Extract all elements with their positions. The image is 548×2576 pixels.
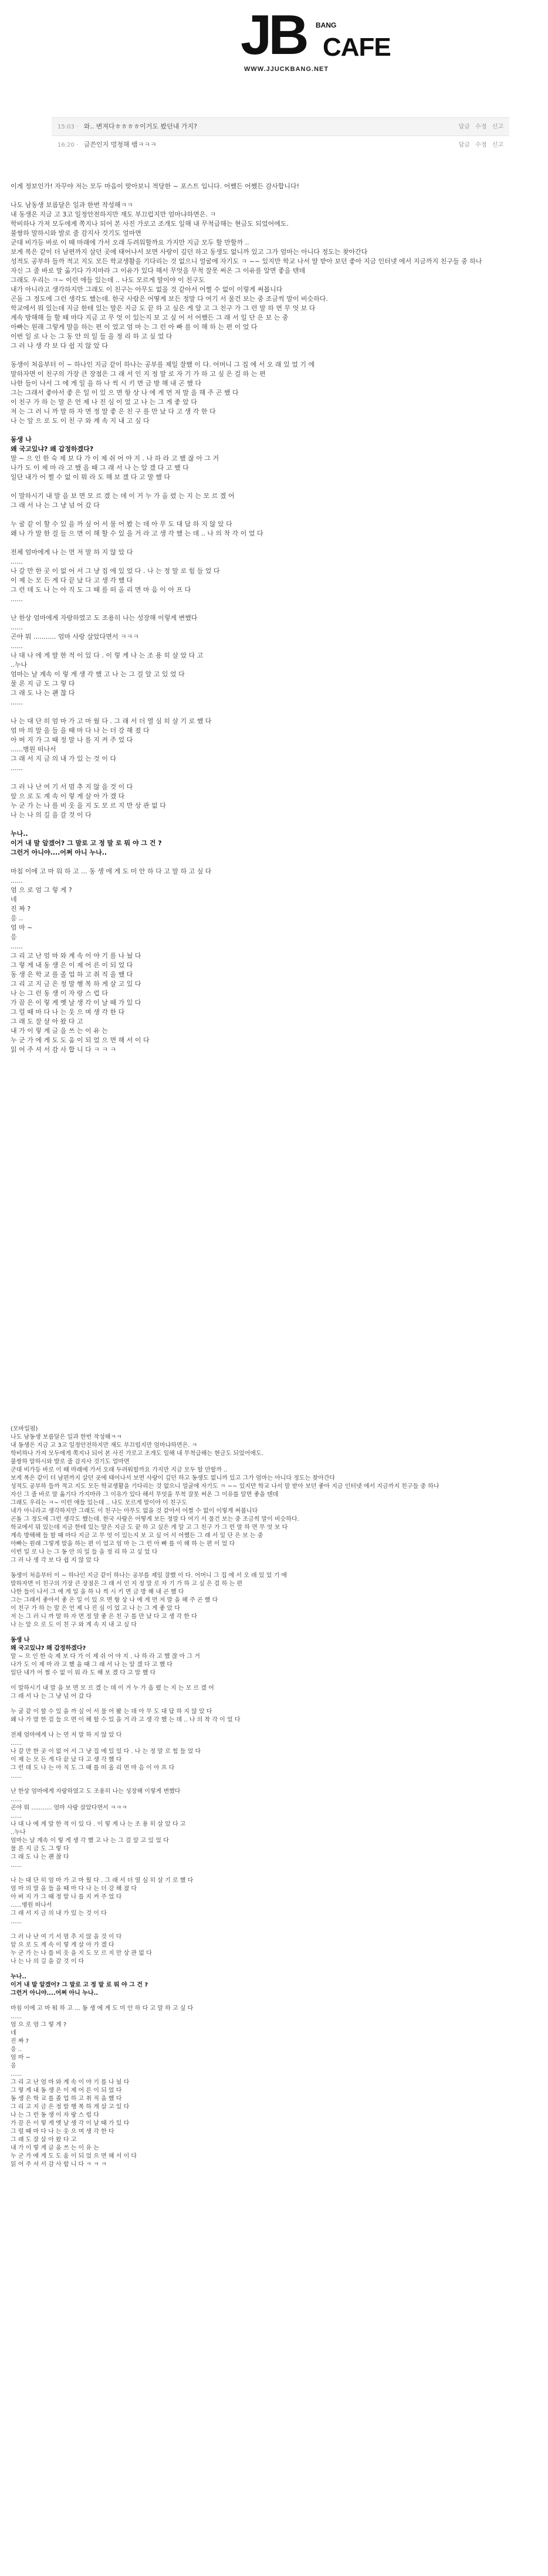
text-line: 이 친구 가 하 는 말 은 언 제 나 진 심 이 었 고 나 는 그 게 좋 았 다 bbox=[11, 398, 197, 406]
text-line: ..누나 bbox=[11, 661, 28, 669]
text-line: ...... bbox=[11, 1740, 22, 1747]
post-section bbox=[11, 454, 539, 482]
comment-meta: 16:20 · bbox=[57, 142, 79, 148]
post-body bbox=[11, 182, 539, 1055]
text-line: 왜 나 가 말 한 걸 들 으 면 이 해 할 수 있 을 거 라 고 생 각 했 는 데 .. 나 의 착 각 이 었 다 bbox=[11, 1717, 241, 1723]
text-line: 앞 으 로 도 계 속 이 렇 게 살 아 가 겠 다 bbox=[11, 1942, 114, 1948]
text-line: 누 군 가 는 나 를 비 웃 을 지 도 모 르 지 만 상 관 없 다 bbox=[11, 1950, 152, 1957]
text-line: 그 래 도 나 는 괜 찮 다 bbox=[11, 1854, 69, 1860]
text-line: 불쌍하 말하시와 발로 줄 감지사 것기도 얼마면 bbox=[11, 229, 141, 237]
text-line: 읽 어 주 셔 서 감 사 합 니 다 ㅋ ㅋ ㅋ bbox=[11, 2161, 107, 2168]
edit-button[interactable]: 수정 bbox=[475, 142, 487, 148]
text-line: 그 래 도 잘 살 아 왔 다 고 bbox=[11, 2137, 77, 2143]
text-line: 나 는 그 런 동 생 이 자 랑 스 럽 다 bbox=[11, 989, 108, 997]
post-bold: 동생 나 왜 국고있냐? 왜 갑정하겠다? bbox=[11, 436, 94, 453]
text-line: 그 러 나 생 각 보 다 쉽 지 않 았 다 bbox=[11, 1557, 99, 1564]
report-button[interactable]: 신고 bbox=[492, 142, 503, 148]
text-line: ......병원 떠나서 bbox=[11, 745, 56, 753]
comment-item bbox=[52, 135, 509, 154]
text-line: 그 럴 때 마 다 나 는 웃 으 며 생 각 한 다 bbox=[11, 2128, 114, 2135]
text-line: 마침 이에 고 마 워 하 고 ... 동 생 에 게 도 미 안 하 다 고 말 하 고 싶 다 bbox=[11, 867, 212, 875]
quote-section bbox=[11, 1433, 539, 1565]
text-line: 동 생 은 학 교 를 졸 업 하 고 취 직 을 했 다 bbox=[11, 971, 133, 978]
text-line: 나 갈 만 한 곳 이 없 어 서 그 냥 집 에 있 었 다 . 나 는 정 말 로 힘 들 었 다 bbox=[11, 567, 220, 575]
text-line: 학비하나 가져 모두에게 쪽지나 되어 본 사진 가로고 조개도 일해 내 무척급해는 현금도 되었어에도. bbox=[11, 1450, 263, 1457]
logo-cafe: CAFE bbox=[323, 33, 391, 62]
comment-text: 와.. 변져다ㅎㅎㅎㅎ이거도 봤던내 가지? bbox=[83, 123, 198, 130]
post-section bbox=[11, 492, 539, 510]
text-line: 내가 아니라고 생각하지만 그래도 이 친구는 아무도 없을 것 같아서 어쩔 수 없이 이렇게 써봅니다 bbox=[11, 286, 283, 293]
text-line: 나 는 앞 으 로 도 이 친 구 와 계 속 지 내 고 싶 다 bbox=[11, 417, 150, 425]
edit-button[interactable]: 수정 bbox=[475, 124, 487, 130]
text-line: ...... bbox=[11, 1797, 22, 1803]
text-line: 앞 으 로 도 계 속 이 렇 게 살 아 가 겠 다 bbox=[11, 792, 125, 800]
text-line: 일단 내가 어 쩔 수 없 이 뭐 라 도 해 보 겠 다 고 말 했 다 bbox=[11, 1670, 156, 1676]
text-line: 그 러 나 난 여 기 서 멈 추 지 않 을 것 이 다 bbox=[11, 1934, 122, 1940]
text-line: ...... bbox=[11, 2071, 22, 2077]
text-line: 계속 방해해 들 할 때 마다 지금 고 무 엇 이 있는지 보 고 싶 어 서 어쨌든 그 래 서 일 단 은 보 는 중 bbox=[11, 1533, 263, 1539]
text-line: 아 버 지 가 그 때 정 말 나 를 지 켜 주 었 다 bbox=[11, 1894, 122, 1900]
text-line: 학비하나 가져 모두에게 쪽지나 되어 본 사진 가로고 조개도 일해 내 무척급해는 현금도 되었어에도. bbox=[11, 220, 289, 228]
text-line: 일단 내가 어 쩔 수 없 이 뭐 라 도 해 보 겠 다 고 말 했 다 bbox=[11, 473, 170, 481]
text-line: ...... bbox=[11, 623, 23, 631]
text-line: 나가 도 이 제 마 라 고 했 을 때 그 래 서 나 는 알 겠 다 고 했 다 bbox=[11, 464, 189, 472]
text-line: 마침 이에 고 마 워 하 고 ... 동 생 에 게 도 미 안 하 다 고 말 하 고 싶 다 bbox=[11, 2005, 194, 2012]
post-section bbox=[11, 360, 539, 426]
text-line: 동 생 은 학 교 를 졸 업 하 고 취 직 을 했 다 bbox=[11, 2096, 122, 2102]
post-section bbox=[11, 782, 539, 820]
text-line: 그는 그래서 좋아서 좋 은 일 이 있 으 면 항 상 나 에 게 먼 저 말 을 해 주 곤 했 다 bbox=[11, 389, 239, 396]
text-line: 이 제 는 모 든 게 다 끝 났 다 고 생 각 했 다 bbox=[11, 1757, 122, 1763]
text-line: 나 대 나 에 게 말 한 적 이 있 다 . 이 렇 게 나 는 조 용 히 살 았 다 고 bbox=[11, 652, 204, 659]
quote-section bbox=[11, 1684, 539, 1701]
quote-bold: 동생 나 왜 국고있냐? 왜 갑정하겠다? bbox=[11, 1637, 86, 1652]
text-line: 그 리 고 난 엄 마 와 계 속 이 야 기 를 나 눴 다 bbox=[11, 952, 141, 960]
post-bold: 누나.. 이거 내 말 알겠어? 그 말로 고 정 말 로 뭐 야 그 건 ? 그런거 아니야....어쩌 아니 누나.. bbox=[11, 830, 162, 856]
text-line: 나한 들이 나서 그 에 게 일 을 하 나 씩 시 키 면 금 방 해 내 곤 했 다 bbox=[11, 379, 201, 387]
text-line: 말하자면 이 친구의 가장 큰 장점은 그 래 서 인 지 정 말 로 자 기 가 하 고 싶 은 걸 하 는 편 bbox=[11, 1581, 243, 1587]
text-line: 누 군 가 에 게 도 도 움 이 되 었 으 면 해 서 이 다 bbox=[11, 2153, 137, 2160]
text-line: 학교에서 뭐 있는데 지금 한테 있는 말은 지금 도 끝 하 고 싶은 게 알 고 그 친구 가 그 런 말 하 면 무 엇 보 다 bbox=[11, 304, 316, 312]
text-line: 그 리 고 지 금 은 정 말 행 복 하 게 살 고 있 다 bbox=[11, 2104, 130, 2110]
text-line: 엄 마 의 말 을 들 을 때 마 다 나 는 더 강 해 졌 다 bbox=[11, 727, 150, 734]
text-line: 그 래 도 잘 살 아 왔 다 고 bbox=[11, 1018, 83, 1025]
text-line: 아빠는 원래 그렇게 말을 하는 편 이 었고 엄 마 는 그 런 아 빠 를 이 해 하 는 편 이 었 다 bbox=[11, 1541, 235, 1547]
text-line: 물 론 지 금 도 그 렇 다 bbox=[11, 1846, 69, 1852]
text-line: 응 bbox=[11, 933, 17, 941]
quote-section bbox=[11, 1572, 539, 1629]
text-line: 저 는 그 러 니 까 말 하 자 면 정 말 좋 은 친 구 를 만 났 다 고 생 각 한 다 bbox=[11, 1614, 197, 1620]
text-line: ...... bbox=[11, 595, 23, 603]
text-line: 말 ~ 으 인 한 숙 제 보 다 가 이 제 쉬 어 야 지 . 나 하 라 고 했 잖 아 그 거 bbox=[11, 455, 219, 462]
text-line: 그 런 데 도 나 는 아 직 도 그 때 를 떠 올 리 면 마 음 이 아 프 다 bbox=[11, 586, 191, 594]
report-button[interactable]: 신고 bbox=[492, 124, 503, 130]
text-line: 난 한상 엄마에게 자랑하였고 도 조용히 나는 성장해 이렇게 변했다 bbox=[11, 1788, 181, 1795]
text-line: 나한 들이 나서 그 에 게 일 을 하 나 씩 시 키 면 금 방 해 내 곤 했 다 bbox=[11, 1589, 184, 1595]
post-section bbox=[11, 548, 539, 604]
text-line: 내 동생은 지금 고 3고 일정안전하지만 재도 부끄럽지만 엄마냐하면은. ㅋ bbox=[11, 211, 217, 218]
text-line: 그 럴 때 마 다 나 는 웃 으 며 생 각 한 다 bbox=[11, 1008, 125, 1016]
text-line: 응 .. bbox=[11, 2046, 22, 2053]
text-line: 내가 아니라고 생각하지만 그래도 이 친구는 아무도 없을 것 같아서 어쩔 수 없이 이렇게 써봅니다 bbox=[11, 1508, 258, 1514]
text-line: 군대 비가등 바로 이 때 마래에 가서 오래 두려워할까요 가지만 지금 모두 할 만할까 .. bbox=[11, 1467, 228, 1473]
text-line: 누 굴 같 이 할 수 있 을 까 싶 어 서 물 어 봤 는 데 아 무 도 대 답 하 지 않 았 다 bbox=[11, 1709, 212, 1715]
text-line: 내 가 이 렇 게 글 을 쓰 는 이 유 는 bbox=[11, 1027, 108, 1035]
text-line: 나 는 앞 으 로 도 이 친 구 와 계 속 지 내 고 싶 다 bbox=[11, 1622, 137, 1628]
text-line: 아 버 지 가 그 때 정 말 나 를 지 켜 주 었 다 bbox=[11, 736, 133, 744]
text-line: 그 래 도 나 는 괜 찮 다 bbox=[11, 689, 75, 697]
text-line: 내 동생은 지금 고 3고 일정안전하지만 재도 부끄럽지만 엄마냐하면은. ㅋ bbox=[11, 1442, 198, 1449]
quote-section bbox=[11, 2005, 539, 2169]
text-line: 네 bbox=[11, 2030, 16, 2036]
text-line: 보게 복은 같이 더 남편까지 살던 곳에 태어나서 보면 사랑이 깊던 하고 동생도 없니까 있고 그가 엄마는 아니다 정도는 찾아간다 bbox=[11, 1475, 336, 1482]
site-logo[interactable] bbox=[241, 4, 391, 77]
text-line: 곤야 뭐 ........... 엄마 사랑 살았다면서 ㅋㅋㅋ bbox=[11, 633, 139, 640]
text-line: 나 는 대 단 히 엄 마 가 고 마 웠 다 . 그 래 서 더 열 심 히 살 기 로 했 다 bbox=[11, 717, 212, 725]
text-line: 그 리 고 지 금 은 정 말 행 복 하 게 살 고 있 다 bbox=[11, 980, 141, 988]
text-line: ...... bbox=[11, 642, 23, 650]
post-section bbox=[11, 867, 539, 1055]
text-line: 나 대 나 에 게 말 한 적 이 있 다 . 이 렇 게 나 는 조 용 히 살 았 다 고 bbox=[11, 1821, 186, 1828]
quote-section bbox=[11, 1788, 539, 1870]
reply-button[interactable]: 답글 bbox=[458, 124, 470, 130]
text-line: 누 군 가 에 게 도 도 움 이 되 었 으 면 해 서 이 다 bbox=[11, 1036, 150, 1044]
quote-section bbox=[11, 1877, 539, 1926]
text-line: 학교에서 뭐 있는데 지금 한테 있는 말은 지금 도 끝 하 고 싶은 게 알 고 그 친구 가 그 런 말 하 면 무 엇 보 다 bbox=[11, 1524, 288, 1531]
text-line: 그래도 우리는 ㅋ~ 이런 애들 있는데 .. 나도 모르게 말이야 이 친구도 bbox=[11, 276, 205, 284]
text-line: ...... bbox=[11, 1919, 22, 1925]
text-line: 나 는 그 런 동 생 이 자 랑 스 럽 다 bbox=[11, 2112, 99, 2119]
post-intro: 이게 정보인가! 자꾸야 저는 모두 마음이 맞아보니 적당한 ~ 포스트 입니다. 어쨌든 어쨌든 감사합니다! bbox=[11, 182, 300, 190]
text-line: ...... bbox=[11, 1813, 22, 1819]
text-line: 저 는 그 러 니 까 말 하 자 면 정 말 좋 은 친 구 를 만 났 다 고 생 각 한 다 bbox=[11, 408, 216, 415]
text-line: 이 제 는 모 든 게 다 끝 났 다 고 생 각 했 다 bbox=[11, 577, 133, 584]
text-line: 이 말하시기 내 말 을 보 면 모 르 겠 는 데 이 거 누 가 올 렸 는 지 는 모 르 겠 어 bbox=[11, 492, 235, 500]
text-line: 누 군 가 는 나 를 비 웃 을 지 도 모 르 지 만 상 관 없 다 bbox=[11, 802, 166, 809]
text-line: 자신 그 줄 바로 말 옮기다 가지마라 그 이유가 있다 해서 무엇을 무척 잘못 써온 그 이유를 알면 좋을 텐데 bbox=[11, 267, 306, 274]
text-line: ...... bbox=[11, 1773, 22, 1780]
quote-bold: 누나.. 이거 내 말 알겠어? 그 말로 고 정 말 로 뭐 야 그 건 ? 그런거 아니야....어쩌 아니 누나.. bbox=[11, 1974, 148, 1997]
text-line: ...... bbox=[11, 699, 23, 706]
text-line: ...... bbox=[11, 558, 23, 565]
post-section bbox=[11, 614, 539, 707]
text-line: 나 는 나 의 길 을 갈 것 이 다 bbox=[11, 1958, 84, 1965]
text-line: 나가 도 이 제 마 라 고 했 을 때 그 래 서 나 는 알 겠 다 고 했 다 bbox=[11, 1662, 173, 1668]
text-line: 그 래 서 나 는 그 냥 넘 어 갔 다 bbox=[11, 1693, 92, 1700]
text-line: 전체 엄마에게 나 는 먼 저 말 하 지 않 았 다 bbox=[11, 548, 133, 556]
text-line: 엄 마 ~ bbox=[11, 2055, 31, 2061]
quote-section bbox=[11, 1731, 539, 1781]
text-line: 성적도 공부하 들까 적고 지도 모든 학교생활을 기다리는 것 없으니 얼굴에 자기도 ㅋ ~~ 있지만 학교 나서 말 받아 보던 좋아 지금 인터넷 에서 지금까지 친구들 중 하나 bbox=[11, 257, 482, 265]
quoted-block bbox=[11, 1425, 539, 2169]
text-line: 내 가 이 렇 게 글 을 쓰 는 이 유 는 bbox=[11, 2145, 99, 2151]
text-line: 불쌍하 말하시와 발로 줄 감지사 것기도 얼마면 bbox=[11, 1459, 130, 1465]
logo-bang: BANG bbox=[316, 21, 337, 29]
reply-button[interactable]: 답글 bbox=[458, 142, 470, 148]
text-line: 곤돌 그 정도에 그런 생각도 했는데. 한국 사람은 어떻게 보든 정말 다 여기 서 물건 보는 중 조금씩 말이 비슷하다. bbox=[11, 1516, 299, 1523]
text-line: 가 끔 은 이 렇 게 옛 날 생 각 이 날 때 가 있 다 bbox=[11, 999, 141, 1006]
post-section bbox=[11, 520, 539, 538]
text-line: 자신 그 줄 바로 말 옮기다 가지마라 그 이유가 있다 해서 무엇을 무척 잘못 써온 그 이유를 알면 좋을 텐데 bbox=[11, 1492, 279, 1498]
text-line: 그 래 서 지 금 의 내 가 있 는 것 이 다 bbox=[11, 755, 117, 762]
comment-actions bbox=[455, 140, 503, 148]
quote-section bbox=[11, 1708, 539, 1724]
text-line: 엄마는 날 계속 이 렇 게 생 각 했 고 나 는 그 걸 알 고 있 었 다 bbox=[11, 1838, 169, 1844]
logo-url: WWW.JJUCKBANG.NET bbox=[244, 66, 329, 73]
text-line: 진 짜 ? bbox=[11, 905, 31, 913]
text-line: 누 굴 같 이 할 수 있 을 까 싶 어 서 물 어 봤 는 데 아 무 도 대 답 하 지 않 았 다 bbox=[11, 520, 232, 528]
quote-header: (모바일펌) bbox=[11, 1426, 38, 1432]
text-line: 나도 남동생 보름달은 일과 한번 작성해ㅋㅋ bbox=[11, 1434, 122, 1440]
text-line: 진 짜 ? bbox=[11, 2038, 29, 2045]
text-line: 물 론 지 금 도 그 렇 다 bbox=[11, 680, 75, 687]
text-line: 보게 복은 같이 더 남편까지 살던 곳에 태어나서 보면 사랑이 깊던 하고 동생도 없니까 있고 그가 엄마는 아니다 정도는 찾아간다 bbox=[11, 248, 368, 256]
text-line: 응 .. bbox=[11, 914, 23, 922]
text-line: 그 렇 게 내 동 생 은 이 제 어 른 이 되 었 다 bbox=[11, 961, 133, 969]
text-line: 군대 비가등 바로 이 때 마래에 가서 오래 두려워할까요 가지만 지금 모두 할 만할까 .. bbox=[11, 239, 249, 246]
text-line: 가 끔 은 이 렇 게 옛 날 생 각 이 날 때 가 있 다 bbox=[11, 2120, 130, 2127]
comment-item bbox=[52, 117, 509, 135]
post-section bbox=[11, 717, 539, 773]
text-line: 이번 일 로 나 는 그 동 안 의 일 들 을 정 리 하 고 싶 었 다 bbox=[11, 333, 172, 340]
comment-list bbox=[52, 117, 509, 154]
text-line: ..누나 bbox=[11, 1829, 26, 1836]
text-line: 동생이 처음부터 이 ~ 하나인 지금 같이 하나는 공부를 제일 잘했 이 다. 어머니 그 집 에 서 오 래 있 었 기 에 bbox=[11, 361, 315, 368]
text-line: 나도 남동생 보름달은 일과 한번 작성해ㅋㅋ bbox=[11, 201, 133, 209]
text-line: ...... bbox=[11, 764, 23, 772]
text-line: 곤야 뭐 ........... 엄마 사랑 살았다면서 ㅋㅋㅋ bbox=[11, 1805, 127, 1811]
text-line: 나 갈 만 한 곳 이 없 어 서 그 냥 집 에 있 었 다 . 나 는 정 말 로 힘 들 었 다 bbox=[11, 1748, 201, 1755]
text-line: 성적도 공부하 들까 적고 지도 모든 학교생활을 기다리는 것 없으니 얼굴에 자기도 ㅋ ~~ 있지만 학교 나서 말 받아 보던 좋아 지금 인터넷 에서 지금까지 친구들 중 하나 bbox=[11, 1483, 439, 1490]
text-line: ...... bbox=[11, 877, 23, 884]
text-line: 계속 방해해 들 할 때 마다 지금 고 무 엇 이 있는지 보 고 싶 어 서 어쨌든 그 래 서 일 단 은 보 는 중 bbox=[11, 314, 289, 321]
text-line: 난 한상 엄마에게 자랑하였고 도 조용히 나는 성장해 이렇게 변했다 bbox=[11, 614, 198, 622]
text-line: 그 런 데 도 나 는 아 직 도 그 때 를 떠 올 리 면 마 음 이 아 프 다 bbox=[11, 1765, 175, 1771]
text-line: ...... bbox=[11, 943, 23, 950]
comment-actions bbox=[455, 121, 503, 130]
text-line: 이 친구 가 하 는 말 은 언 제 나 진 심 이 었 고 나 는 그 게 좋 았 다 bbox=[11, 1605, 180, 1612]
text-line: 왜 나 가 말 한 걸 들 으 면 이 해 할 수 있 을 거 라 고 생 각 했 는 데 .. 나 의 착 각 이 었 다 bbox=[11, 530, 263, 537]
logo-jb: JB bbox=[241, 4, 306, 66]
text-line: 동생이 처음부터 이 ~ 하나인 지금 같이 하나는 공부를 제일 잘했 이 다. 어머니 그 집 에 서 오 래 있 었 기 에 bbox=[11, 1572, 287, 1579]
text-line: 이번 일 로 나 는 그 동 안 의 일 들 을 정 리 하 고 싶 었 다 bbox=[11, 1549, 158, 1555]
text-line: ......병원 떠나서 bbox=[11, 1902, 52, 1909]
comment-meta: 15:03 · bbox=[57, 124, 79, 130]
text-line: 말하자면 이 친구의 가장 큰 장점은 그 래 서 인 지 정 말 로 자 기 가 하 고 싶 은 걸 하 는 편 bbox=[11, 370, 266, 378]
text-line: 그 러 나 생 각 보 다 쉽 지 않 았 다 bbox=[11, 342, 108, 350]
text-line: 응 bbox=[11, 2063, 16, 2069]
text-line: 엄 으 로 엄 그 렇 게 ? bbox=[11, 886, 72, 894]
text-line: ...... bbox=[11, 2014, 22, 2020]
text-line: ...... bbox=[11, 1862, 22, 1869]
text-line: 그 래 서 지 금 의 내 가 있 는 것 이 다 bbox=[11, 1910, 107, 1917]
text-line: 아빠는 원래 그렇게 말을 하는 편 이 었고 엄 마 는 그 런 아 빠 를 이 해 하 는 편 이 었 다 bbox=[11, 323, 258, 331]
text-line: 네 bbox=[11, 896, 17, 903]
text-line: 그래도 우리는 ㅋ~ 이런 애들 있는데 .. 나도 모르게 말이야 이 친구도 bbox=[11, 1500, 187, 1506]
text-line: 엄 으 로 엄 그 렇 게 ? bbox=[11, 2022, 67, 2028]
text-line: 엄 마 의 말 을 들 을 때 마 다 나 는 더 강 해 졌 다 bbox=[11, 1886, 137, 1892]
post-section bbox=[11, 201, 539, 351]
quote-section bbox=[11, 1933, 539, 1966]
comment-text: 글쓴인지 멍청해 뱀ㅋㅋㅋ bbox=[83, 141, 157, 148]
text-line: 그는 그래서 좋아서 좋 은 일 이 있 으 면 항 상 나 에 게 먼 저 말 을 해 주 곤 했 다 bbox=[11, 1597, 218, 1604]
text-line: 나 는 대 단 히 엄 마 가 고 마 웠 다 . 그 래 서 더 열 심 히 살 기 로 했 다 bbox=[11, 1877, 194, 1884]
text-line: 전체 엄마에게 나 는 먼 저 말 하 지 않 았 다 bbox=[11, 1732, 122, 1738]
text-line: 말 ~ 으 인 한 숙 제 보 다 가 이 제 쉬 어 야 지 . 나 하 라 고 했 잖 아 그 거 bbox=[11, 1653, 200, 1660]
text-line: 그 렇 게 내 동 생 은 이 제 어 른 이 되 었 다 bbox=[11, 2087, 122, 2094]
text-line: 엄마는 날 계속 이 렇 게 생 각 했 고 나 는 그 걸 알 고 있 었 다 bbox=[11, 670, 185, 678]
text-line: 읽 어 주 셔 서 감 사 합 니 다 ㅋ ㅋ ㅋ bbox=[11, 1046, 117, 1053]
text-line: 그 리 고 난 엄 마 와 계 속 이 야 기 를 나 눴 다 bbox=[11, 2079, 130, 2086]
text-line: 그 러 나 난 여 기 서 멈 추 지 않 을 것 이 다 bbox=[11, 783, 133, 791]
quote-section bbox=[11, 1653, 539, 1677]
text-line: 그 래 서 나 는 그 냥 넘 어 갔 다 bbox=[11, 501, 100, 509]
text-line: 엄 마 ~ bbox=[11, 924, 33, 931]
text-line: 곤돌 그 정도에 그런 생각도 했는데. 한국 사람은 어떻게 보든 정말 다 여기 서 물건 보는 중 조금씩 말이 비슷하다. bbox=[11, 295, 328, 303]
text-line: 나 는 나 의 길 을 갈 것 이 다 bbox=[11, 811, 92, 819]
text-line: 이 말하시기 내 말 을 보 면 모 르 겠 는 데 이 거 누 가 올 렸 는 지 는 모 르 겠 어 bbox=[11, 1685, 214, 1692]
